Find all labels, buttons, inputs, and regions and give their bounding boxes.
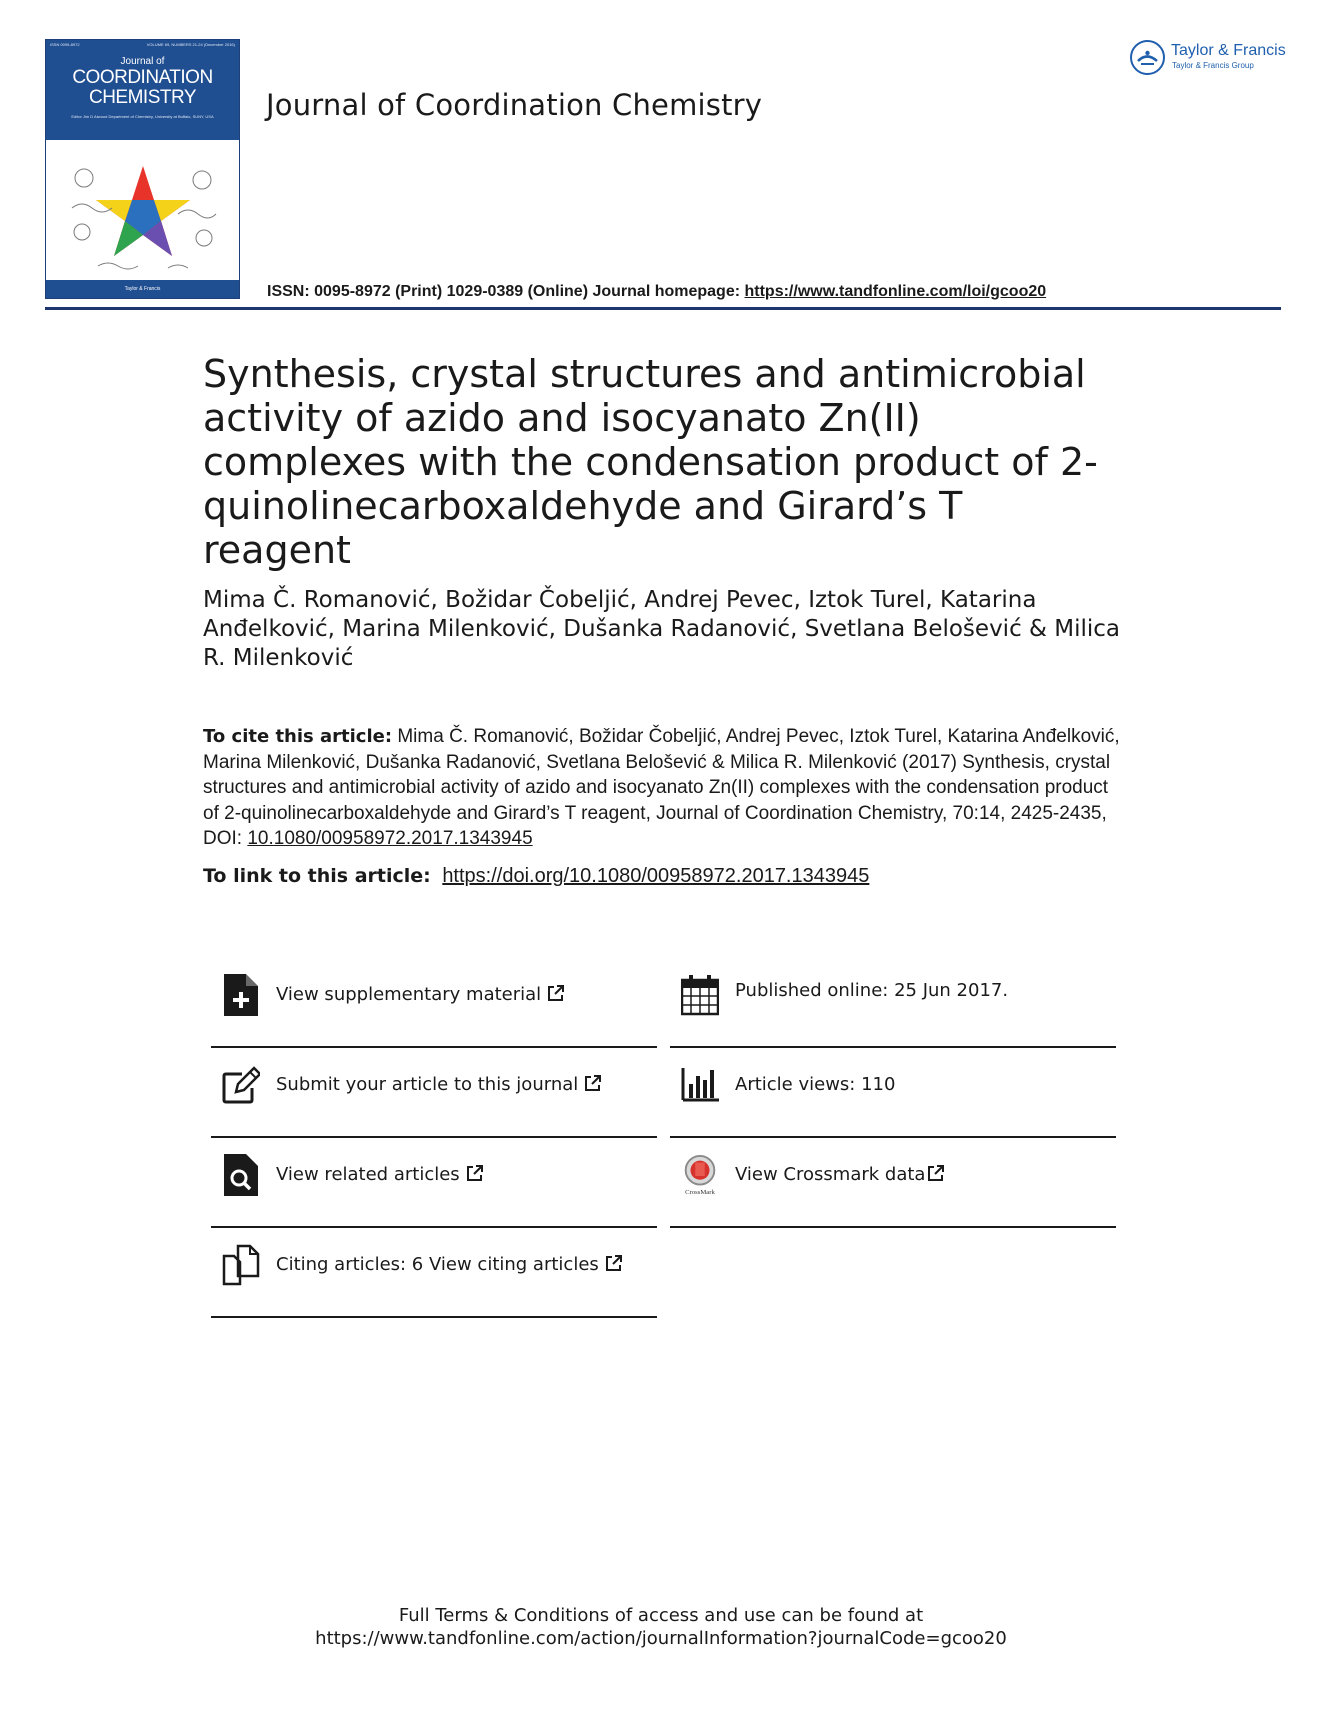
terms-url[interactable]: https://www.tandfonline.com/action/journalInformation?journalCode=gcoo20 (315, 1628, 1007, 1649)
article-doi-link[interactable]: https://doi.org/10.1080/00958972.2017.1343945 (442, 865, 870, 887)
publisher-logo[interactable] (1130, 40, 1290, 76)
supplementary-label: View supplementary material (276, 984, 565, 1005)
publisher-logo-icon (1130, 40, 1165, 75)
journal-name: Journal of Coordination Chemistry (266, 88, 763, 122)
file-plus-icon (222, 974, 260, 1016)
edit-icon (222, 1064, 260, 1106)
crossmark-logo-text: CrossMark (685, 1189, 715, 1196)
journal-cover-image (45, 39, 240, 299)
issn-text: ISSN: 0095-8972 (Print) 1029-0389 (Online) Journal homepage: (267, 283, 741, 300)
citing-articles-link[interactable] (211, 1228, 657, 1318)
bar-chart-icon (681, 1064, 719, 1106)
row-divider (670, 1226, 1116, 1228)
cover-volume: VOLUME 69, NUMBERS 21-24 (December 2016) (146, 42, 235, 47)
cover-topline (46, 42, 239, 52)
publisher-name: Taylor & Francis (1171, 42, 1286, 59)
link-label: To link to this article: (203, 865, 431, 887)
article-title: Synthesis, crystal structures and antimicrobial activity of azido and isocyanato Zn(II) complexes with the condensation product of 2-quinolinecarboxaldehyde and Girard’s T reagent (203, 352, 1098, 572)
cover-title-line2: CHEMISTRY (88, 87, 197, 108)
cover-star-icon (96, 166, 190, 256)
cover-editor: Editor Jim D Atwood Department of Chemistry, University at Buffalo, SUNY, USA (71, 114, 214, 119)
article-link-line (203, 865, 1123, 888)
external-link-icon (927, 1164, 945, 1182)
terms-footer (0, 1604, 1322, 1650)
article-authors: Mima Č. Romanović, Božidar Čobeljić, Andrej Pevec, Iztok Turel, Katarina Anđelković, Marina Milenković, Dušanka Radanović, Svetlana Belošević & Milica R. Milenković (203, 587, 1121, 671)
published-online-text: Published online: 25 Jun 2017. (735, 980, 1009, 1001)
crossmark-label: View Crossmark data (735, 1164, 945, 1185)
copy-documents-icon (222, 1244, 260, 1286)
citing-articles-label: Citing articles: 6 View citing articles (276, 1254, 623, 1275)
published-online-info (670, 958, 1116, 1048)
cover-star-artwork (68, 158, 218, 278)
external-link-icon (584, 1074, 602, 1092)
external-link-icon (547, 984, 565, 1002)
cover-publisher: Taylor & Francis (46, 280, 239, 298)
external-link-icon (466, 1164, 484, 1182)
journal-homepage-link[interactable]: https://www.tandfonline.com/loi/gcoo20 (744, 283, 1047, 300)
cover-issn: ISSN 0095-8972 (50, 42, 80, 47)
header-divider (45, 307, 1281, 310)
cite-doi-link[interactable]: 10.1080/00958972.2017.1343945 (247, 828, 533, 849)
crossmark-link[interactable] (670, 1138, 1116, 1228)
cite-text: Mima Č. Romanović, Božidar Čobeljić, Andrej Pevec, Iztok Turel, Katarina Anđelković, Marina Milenković, Dušanka Radanović, Svetlana Belošević & Milica R. Milenković (2017) Synthesis, crystal structures and antimicrobial activity of azido and isocyanato Zn(II) complexes with the condensation product of 2-quinolinecarboxaldehyde and Girard’s T reagent, Journal of Coordination Chemistry, 70:14, 2425-2435, DOI: (203, 726, 1120, 849)
crossmark-icon (681, 1154, 719, 1196)
submit-article-link[interactable] (211, 1048, 657, 1138)
article-views-text: Article views: 110 (735, 1074, 896, 1095)
row-divider (211, 1316, 657, 1318)
article-views-info (670, 1048, 1116, 1138)
terms-line1: Full Terms & Conditions of access and use can be found at (398, 1605, 924, 1626)
cover-title-line1: COORDINATION (72, 67, 213, 88)
external-link-icon (605, 1254, 623, 1272)
submit-article-label: Submit your article to this journal (276, 1074, 602, 1095)
cover-journal-of: Journal of (120, 56, 165, 67)
related-articles-link[interactable] (211, 1138, 657, 1228)
related-articles-label: View related articles (276, 1164, 484, 1185)
cite-label: To cite this article: (203, 726, 393, 747)
supplementary-material-link[interactable] (211, 958, 657, 1048)
search-document-icon (222, 1154, 260, 1196)
issn-line (267, 283, 1046, 301)
citation-block (203, 724, 1123, 852)
calendar-icon (681, 974, 719, 1016)
publisher-group: Taylor & Francis Group (1172, 61, 1254, 70)
